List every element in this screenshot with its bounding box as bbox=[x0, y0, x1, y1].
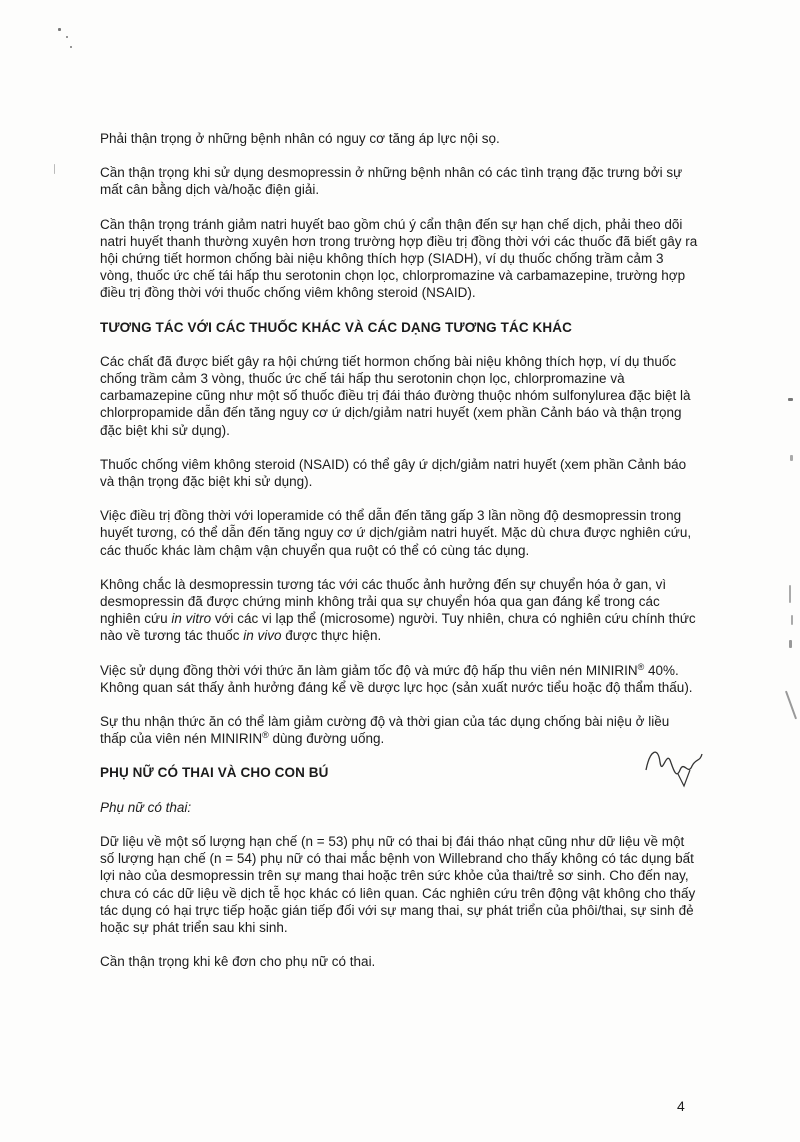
scan-mark bbox=[789, 585, 791, 603]
scan-mark bbox=[785, 691, 797, 720]
paragraph-loperamide: Việc điều trị đồng thời với loperamide có thể dẫn đến tăng gấp 3 lần nồng độ desmopressin trong huyết tương, có thể dẫn đến tăng nguy cơ ứ dịch/giảm natri huyết. Mặc dù chưa được nghiên cứu, các thuốc khác làm chậm vận chuyển qua ruột có thể có cùng tác dụng. bbox=[100, 508, 692, 558]
paragraph-food-intake bbox=[100, 713, 698, 747]
scan-mark bbox=[788, 398, 793, 401]
paragraph-intracranial-pressure: Phải thận trọng ở những bệnh nhân có nguy cơ tăng áp lực nội sọ. bbox=[100, 131, 500, 146]
scan-mark bbox=[790, 455, 793, 461]
text-span: Việc sử dụng đồng thời với thức ăn làm giảm tốc độ và mức độ hấp thu viên nén MINIRIN bbox=[100, 662, 638, 678]
italic-term: in vivo bbox=[243, 628, 282, 644]
document-body bbox=[100, 130, 698, 987]
text-span: dùng đường uống. bbox=[268, 731, 385, 747]
registered-mark: ® bbox=[262, 730, 269, 741]
scan-mark bbox=[54, 164, 55, 174]
paragraph-pregnancy-data: Dữ liệu về một số lượng hạn chế (n = 53) phụ nữ có thai bị đái tháo nhạt cũng như dữ liệu về một số lượng hạn chế (n = 54) phụ nữ có thai mắc bệnh von Willebrand cho thấy không có tác dụng bất lợi nào của desmopressin trên sự mang thai hoặc trên sức khỏe của thai/trẻ sơ sinh. Cho đến nay, chưa có các dữ liệu về dịch tễ học khác có liên quan. Các nghiên cứu trên động vật không cho thấy tác dụng có hại trực tiếp hoặc gián tiếp đối với sự mang thai, sự phát triển của phôi/thai, sự sinh đẻ hoặc sự phát triển sau khi sinh. bbox=[100, 833, 696, 935]
text-span: Không chắc là desmopressin tương tác với các thuốc ảnh hưởng đến sự chuyển hóa ở gan, vì desmopressin đã được chứng minh không trải qua sự chuyển hóa qua gan đáng kể trong các nghiên cứu bbox=[100, 576, 667, 627]
subheading-pregnant-women: Phụ nữ có thai: bbox=[100, 799, 192, 815]
text-span: với các vi lạp thể (microsome) người. Tuy nhiên, chưa có nghiên cứu chính thức nào về tương tác thuốc bbox=[100, 611, 696, 644]
text-span: 40%. Không quan sát thấy ảnh hưởng đáng kể về dược lực học (sản xuất nước tiểu hoặc độ thẩm thấu). bbox=[100, 662, 693, 695]
scan-mark bbox=[58, 28, 61, 31]
paragraph-nsaid: Thuốc chống viêm không steroid (NSAID) có thể gây ứ dịch/giảm natri huyết (xem phần Cảnh báo và thận trọng đặc biệt khi sử dụng). bbox=[100, 456, 687, 490]
heading-interactions: TƯƠNG TÁC VỚI CÁC THUỐC KHÁC VÀ CÁC DẠNG TƯƠNG TÁC KHÁC bbox=[100, 319, 572, 335]
text-span: được thực hiện. bbox=[281, 628, 382, 644]
paragraph-siadh-drugs: Các chất đã được biết gây ra hội chứng tiết hormon chống bài niệu không thích hợp, ví dụ thuốc chống trầm cảm 3 vòng, thuốc ức chế tái hấp thu serotonin chọn lọc, chlorpromazine và carbamazepine cũng như một số thuốc điều trị đái tháo đường thuộc nhóm sulfonylurea đặc biệt là chlorpropamide dẫn đến tăng nguy cơ ứ dịch/giảm natri huyết (xem phần Cảnh báo và thận trọng đặc biệt khi sử dụng). bbox=[100, 353, 691, 438]
scan-mark bbox=[791, 615, 793, 625]
paragraph-hyponatremia: Cần thận trọng tránh giảm natri huyết bao gồm chú ý cẩn thận đến sự hạn chế dịch, phải theo dõi natri huyết thanh thường xuyên hơn trong trường hợp điều trị đồng thời với các thuốc đã biết gây ra hội chứng tiết hormon chống bài niệu không thích hợp (SIADH), ví dụ thuốc chống trầm cảm 3 vòng, thuốc ức chế tái hấp thu serotonin chọn lọc, chlorpromazine và carbamazepine, trường hợp điều trị đồng thời với thuốc chống viêm không steroid (NSAID). bbox=[100, 216, 698, 301]
paragraph-pregnancy-caution: Cần thận trọng khi kê đơn cho phụ nữ có thai. bbox=[100, 954, 376, 970]
page-number: 4 bbox=[677, 1098, 685, 1114]
registered-mark: ® bbox=[637, 661, 645, 672]
scan-mark bbox=[789, 640, 792, 648]
scan-mark bbox=[70, 46, 72, 48]
text-span: Sự thu nhận thức ăn có thể làm giảm cường độ và thời gian của tác dụng chống bài niệu ở liều thấp của viên nén MINIRIN bbox=[100, 714, 670, 747]
scan-mark bbox=[66, 36, 68, 38]
paragraph-hepatic-metabolism bbox=[100, 576, 698, 645]
paragraph-food-absorption bbox=[100, 662, 698, 696]
heading-pregnancy: PHỤ NỮ CÓ THAI VÀ CHO CON BÚ bbox=[100, 765, 329, 781]
signature-icon bbox=[640, 740, 706, 788]
italic-term: in vitro bbox=[171, 611, 212, 627]
paragraph-fluid-imbalance: Cần thận trọng khi sử dụng desmopressin ở những bệnh nhân có các tình trạng đặc trưng bởi sự mất cân bằng dịch và/hoặc điện giải. bbox=[100, 165, 683, 198]
